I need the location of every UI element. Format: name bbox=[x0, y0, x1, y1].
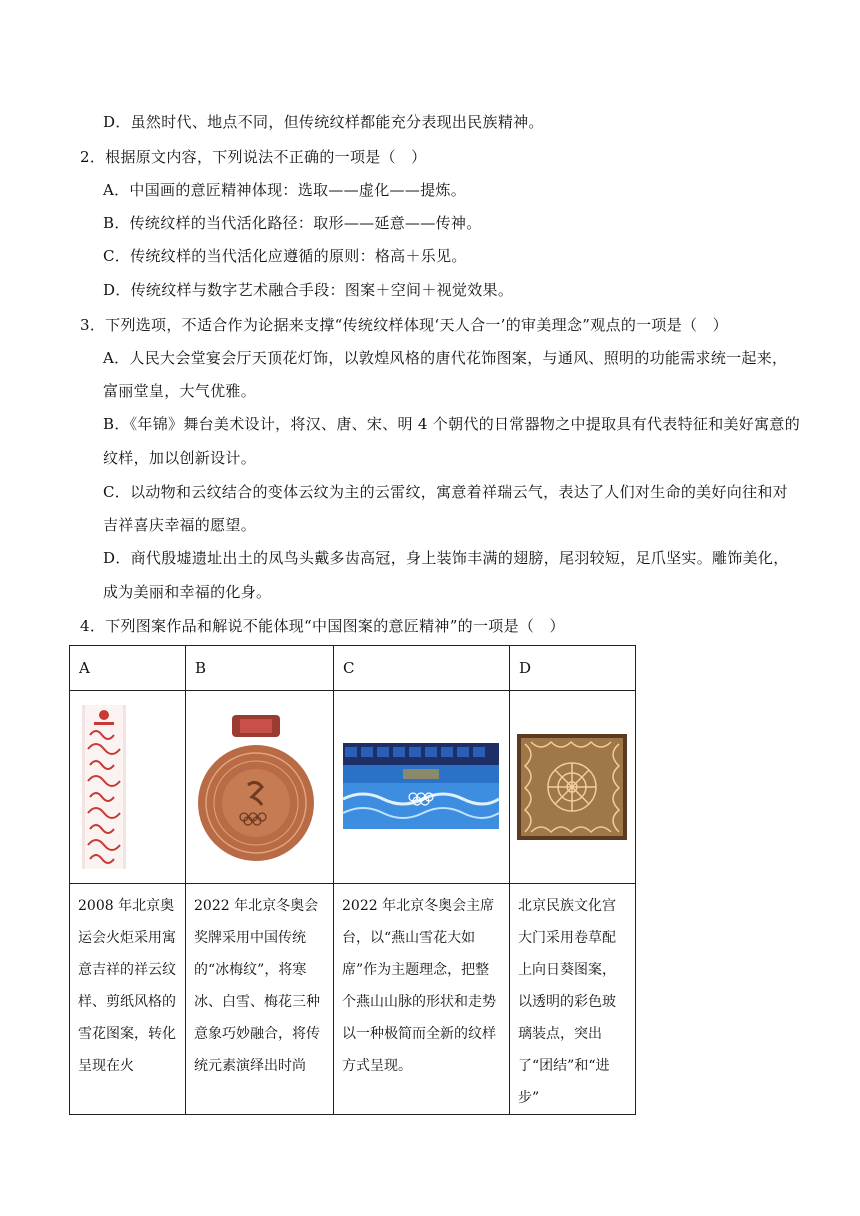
description-a: 2008 年北京奥运会火炬采用寓意吉祥的祥云纹样、剪纸风格的雪花图案，转化呈现在火 bbox=[70, 884, 186, 1115]
question-2-option-b: B．传统纹样的当代活化路径：取形——延意——传神。 bbox=[103, 214, 482, 232]
question-3-stem: 3．下列选项，不适合作为论据来支撑“传统纹样体现‘天人合一’的审美理念”观点的一项是（ ） bbox=[80, 316, 728, 334]
question-3-option-a: A．人民大会堂宴会厅天顶花灯饰，以敦煌风格的唐代花饰图案，与通风、照明的功能需求统一起来， bbox=[103, 349, 788, 367]
header-a: A bbox=[70, 646, 186, 691]
winter-olympics-medal-image bbox=[196, 715, 316, 865]
question-3-option-d: D．商代殷墟遗址出土的凤鸟头戴多齿高冠，身上装饰丰满的翅膀，尾羽较短，足爪坚实。雕饰美化， bbox=[103, 549, 789, 567]
image-options-table bbox=[69, 645, 636, 1115]
header-c: C bbox=[334, 646, 510, 691]
question-2-option-a: A．中国画的意匠精神体现：选取——虚化——提炼。 bbox=[103, 181, 467, 199]
question-3-option-a-cont: 富丽堂皇，大气优雅。 bbox=[103, 382, 257, 400]
question-3-option-b: B．《年锦》舞台美术设计，将汉、唐、宋、明 4 个朝代的日常器物之中提取具有代表特征和美好寓意的 bbox=[103, 415, 801, 433]
image-cell-b bbox=[186, 691, 334, 884]
question-2-stem: 2．根据原文内容，下列说法不正确的一项是（ ） bbox=[80, 148, 427, 166]
description-d: 北京民族文化宫大门采用卷草配上向日葵图案，以透明的彩色玻璃装点，突出了“团结”和“进步” bbox=[510, 884, 636, 1115]
question-1-option-d: D．虽然时代、地点不同，但传统纹样都能充分表现出民族精神。 bbox=[103, 113, 544, 131]
question-3-option-d-cont: 成为美丽和幸福的化身。 bbox=[103, 583, 272, 601]
rostrum-image bbox=[343, 743, 499, 829]
image-cell-a bbox=[70, 691, 186, 884]
question-3-option-c-cont: 吉祥喜庆幸福的愿望。 bbox=[103, 516, 257, 534]
question-2-option-c: C．传统纹样的当代活化应遵循的原则：格高＋乐见。 bbox=[103, 247, 467, 265]
image-cell-d bbox=[510, 691, 636, 884]
carved-window-image bbox=[517, 734, 627, 840]
question-3-option-b-cont: 纹样，加以创新设计。 bbox=[103, 449, 257, 467]
header-b: B bbox=[186, 646, 334, 691]
question-3-option-c: C．以动物和云纹结合的变体云纹为主的云雷纹，寓意着祥瑞云气，表达了人们对生命的美好向往和对 bbox=[103, 483, 788, 501]
question-2-option-d: D．传统纹样与数字艺术融合手段：图案＋空间＋视觉效果。 bbox=[103, 281, 514, 299]
description-b: 2022 年北京冬奥会奖牌采用中国传统的“冰梅纹”，将寒冰、白雪、梅花三种意象巧妙融合，将传统元素演绎出时尚 bbox=[186, 884, 334, 1115]
olympic-torch-image bbox=[82, 705, 126, 869]
question-4-stem: 4．下列图案作品和解说不能体现“中国图案的意匠精神”的一项是（ ） bbox=[80, 617, 565, 635]
header-d: D bbox=[510, 646, 636, 691]
image-cell-c bbox=[334, 691, 510, 884]
description-c: 2022 年北京冬奥会主席台，以“燕山雪花大如席”作为主题理念，把整个燕山山脉的形状和走势以一种极简而全新的纹样方式呈现。 bbox=[334, 884, 510, 1115]
